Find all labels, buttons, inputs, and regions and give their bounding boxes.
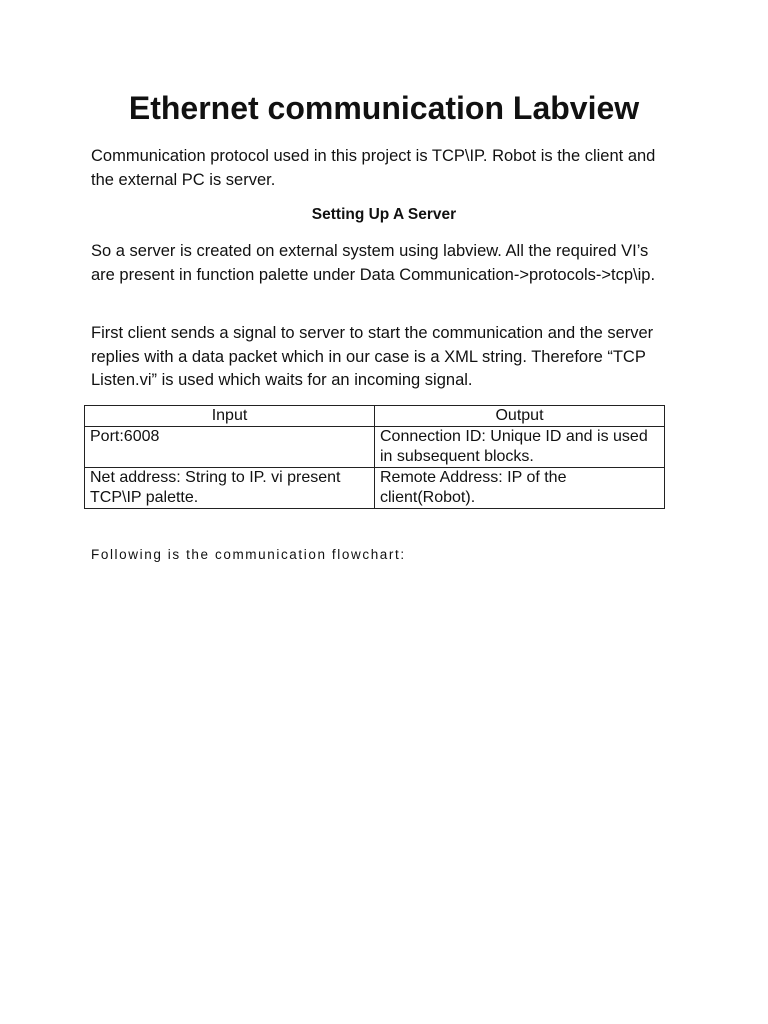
table-cell-output: Connection ID: Unique ID and is used in subsequent blocks.: [375, 427, 665, 468]
table-cell-input: Net address: String to IP. vi present TCP\IP palette.: [85, 468, 375, 509]
table-row: [85, 427, 665, 468]
table-header-output: Output: [375, 406, 665, 427]
flowchart-caption: Following is the communication flowchart:: [91, 547, 406, 562]
client-paragraph: First client sends a signal to server to start the communication and the server replies with a data packet which in our case is a XML string. Therefore “TCP Listen.vi” is used which waits for an incoming signal.: [91, 324, 654, 389]
page-title: Ethernet communication Labview: [128, 90, 640, 126]
table-cell-output: Remote Address: IP of the client(Robot).: [375, 468, 665, 509]
table-header-input: Input: [85, 406, 375, 427]
intro-paragraph: Communication protocol used in this project is TCP\IP. Robot is the client and the external PC is server.: [91, 147, 656, 189]
io-table: [84, 405, 665, 509]
section-heading: Setting Up A Server: [311, 206, 457, 223]
table-cell-input: Port:6008: [85, 427, 375, 468]
server-paragraph: So a server is created on external system using labview. All the required VI’s are present in function palette under Data Communication->protocols->tcp\ip.: [91, 242, 656, 284]
table-header-row: [85, 406, 665, 427]
table-row: [85, 468, 665, 509]
